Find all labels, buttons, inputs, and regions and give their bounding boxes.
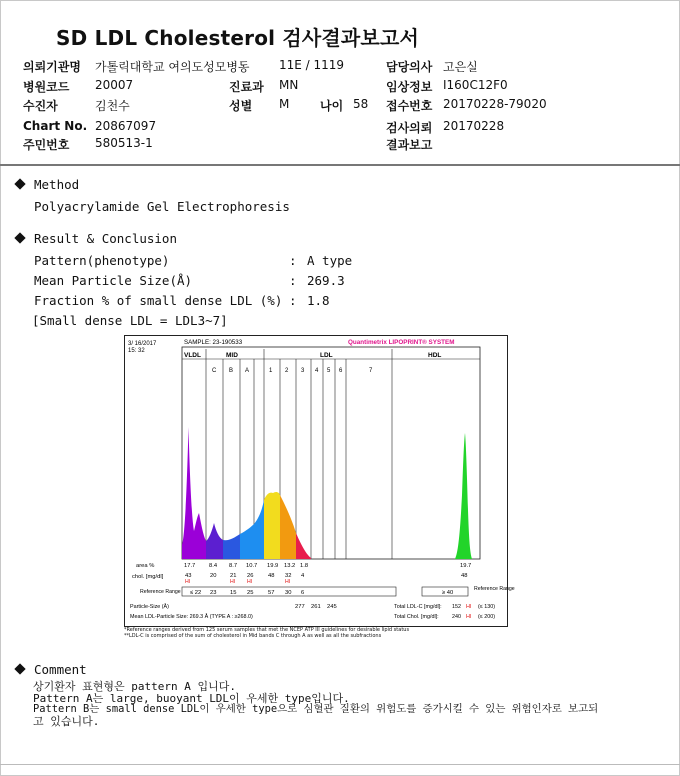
ref-range-cell: 6 — [301, 590, 305, 596]
age-label: 나이 — [320, 99, 344, 113]
request-date-label: 검사의뢰 — [386, 121, 433, 135]
department-label: 진료과 — [229, 80, 264, 94]
chol-cell: 4 — [301, 573, 305, 579]
department: MN — [279, 78, 299, 92]
ref-range-cell: 23 — [210, 590, 217, 596]
row-label-ref: Reference Range — [140, 589, 181, 595]
result-heading-row — [16, 231, 177, 246]
total-chol-flag: HI — [466, 614, 472, 620]
area-pct-cell: 17.7 — [184, 563, 196, 569]
band-label-1: 1 — [269, 368, 273, 374]
age: 58 — [353, 97, 369, 111]
chol-cell: 21 — [230, 573, 237, 579]
band-label-4: 4 — [315, 368, 319, 374]
lipoprint-chart — [124, 335, 515, 627]
ref-range-cell: 25 — [247, 590, 254, 596]
particle-size-cell: 261 — [311, 604, 321, 610]
sex: M — [279, 97, 290, 111]
chol-cell: 48 — [268, 573, 275, 579]
band-label-6: 6 — [339, 368, 343, 374]
doctor-label: 담당의사 — [386, 60, 433, 74]
band-label-c: C — [212, 368, 217, 374]
chol-cell: 26 — [247, 573, 254, 579]
ref-range-cell: 15 — [230, 590, 237, 596]
chol-flag-cell: HI — [230, 579, 236, 585]
result-sep-size: : — [289, 273, 297, 288]
chol-flag-cell: HI — [285, 579, 291, 585]
referring-institution: 가톨릭대학교 여의도성모병동 — [95, 60, 250, 74]
result-value-fraction: 1.8 — [307, 293, 330, 308]
chart-footnote-1: *Reference ranges derived from 125 serum samples that met the NCEP ATP III guidelines for desirable lipid status — [124, 627, 410, 633]
receipt-label: 접수번호 — [386, 99, 433, 113]
particle-size-cell: 277 — [295, 604, 305, 610]
ldl1-region — [264, 492, 280, 559]
method-heading-row — [16, 177, 79, 192]
area-pct-cell: 10.7 — [246, 563, 258, 569]
chart-brand: Quantimetrix LIPOPRINT® SYSTEM — [348, 339, 455, 346]
total-chol-label: Total Chol. [mg/dl]: — [394, 614, 439, 620]
total-chol-ref: (≤ 200) — [478, 614, 496, 620]
referring-institution-label: 의뢰기관명 — [23, 60, 81, 74]
ref-range-cell: 30 — [285, 590, 292, 596]
chol-cell: 43 — [185, 573, 192, 579]
area-pct-cell: 19.7 — [460, 563, 472, 569]
chol-cell: 32 — [285, 573, 292, 579]
hdl-ref-label: Reference Range — [474, 586, 515, 592]
sex-label: 성별 — [229, 99, 253, 113]
total-ldl-label: Total LDL-C [mg/dl]: — [394, 604, 442, 610]
request-date: 20170228 — [443, 119, 505, 133]
band-label-5: 5 — [327, 368, 331, 374]
result-sep-pattern: : — [289, 253, 297, 268]
ward-room: 11E / 1119 — [279, 58, 345, 72]
band-label-3: 3 — [301, 368, 305, 374]
comment-body — [33, 681, 598, 727]
row-label-mean: Mean LDL-Particle Size: 269.3 Å (TYPE A : ≥268.0) — [130, 614, 253, 620]
method-heading: Method — [34, 177, 80, 192]
comment-heading-row — [16, 662, 87, 677]
total-ldl-ref: (≤ 130) — [478, 604, 496, 610]
ref-range-cell: ≤ 22 — [190, 590, 202, 596]
area-pct-cell: 13.2 — [284, 563, 296, 569]
total-chol-value: 240 — [452, 614, 461, 620]
band-label-2: 2 — [285, 368, 289, 374]
diamond-bullet-icon — [14, 232, 25, 243]
row-label-chol: chol. [mg/dl] — [132, 574, 164, 580]
row-label-psize: Particle-Size (Å) — [130, 604, 169, 610]
resident-no-label: 주민번호 — [23, 138, 70, 152]
result-value-size: 269.3 — [307, 273, 345, 288]
chart-footnote-2: **LDL-C is comprised of the sum of cholesterol in Mid bands C through A as well as all the subfractions — [124, 633, 382, 639]
chart-sample: SAMPLE: 23-190533 — [184, 339, 243, 346]
chart-footnotes — [124, 627, 409, 639]
hospital-code: 20007 — [95, 78, 134, 92]
comment-heading: Comment — [34, 662, 87, 677]
result-sep-fraction: : — [289, 293, 297, 308]
total-ldl-flag: HI — [466, 604, 472, 610]
area-pct-cell: 8.4 — [209, 563, 218, 569]
chart-date: 3/ 16/2017 — [128, 341, 157, 347]
area-pct-cell: 8.7 — [229, 563, 238, 569]
result-label-fraction: Fraction % of small dense LDL (%) — [34, 293, 283, 308]
chart-time: 15: 32 — [128, 348, 145, 354]
resident-no: 580513-1 — [95, 136, 153, 150]
result-heading: Result & Conclusion — [34, 231, 177, 246]
band-label-b: B — [229, 368, 234, 374]
area-pct-cell: 19.9 — [267, 563, 279, 569]
patient-name: 김천수 — [95, 99, 130, 113]
chart-no: 20867097 — [95, 119, 157, 133]
clinical-info: I160C12F0 — [443, 78, 508, 92]
chart-no-label: Chart No. — [23, 119, 88, 133]
chol-cell: 20 — [210, 573, 217, 579]
clinical-info-label: 임상정보 — [386, 80, 433, 94]
bottom-rule — [0, 764, 680, 765]
ref-range-cell: 57 — [268, 590, 275, 596]
result-label-size: Mean Particle Size(Å) — [34, 273, 193, 288]
chol-flag-cell: HI — [185, 579, 191, 585]
comment-line: Pattern A는 large, buoyant LDL이 우세한 type입니다. — [33, 691, 350, 705]
total-ldl-value: 152 — [452, 604, 461, 610]
result-report-label: 결과보고 — [386, 138, 433, 152]
particle-size-cell: 245 — [327, 604, 337, 610]
patient-label: 수진자 — [23, 99, 58, 113]
group-label-ldl: LDL — [320, 352, 333, 359]
ref-range-cell: ≥ 40 — [442, 590, 454, 596]
method-text: Polyacrylamide Gel Electrophoresis — [34, 199, 290, 214]
report-title: SD LDL Cholesterol 검사결과보고서 — [56, 26, 419, 50]
doctor-name: 고은실 — [443, 60, 478, 74]
comment-line: 고 있습니다. — [33, 714, 100, 728]
group-label-mid: MID — [226, 352, 238, 359]
comment-line: 상기환자 표현형은 pattern A 입니다. — [33, 680, 236, 693]
diamond-bullet-icon — [14, 663, 25, 674]
result-value-pattern: A type — [307, 253, 353, 268]
comment-line: Pattern B는 small dense LDL이 우세한 type으로 심혈관 질환의 위험도를 증가시킬 수 있는 위험인자로 보고되 — [33, 703, 599, 715]
group-label-vldl: VLDL — [184, 352, 201, 359]
lipoprint-svg — [124, 335, 515, 627]
result-label-pattern: Pattern(phenotype) — [34, 253, 170, 268]
header-divider — [0, 164, 680, 166]
chol-cell: 48 — [461, 573, 468, 579]
group-label-hdl: HDL — [428, 352, 442, 359]
area-pct-cell: 1.8 — [300, 563, 309, 569]
receipt-number: 20170228-79020 — [443, 97, 547, 111]
chol-flag-cell: HI — [247, 579, 253, 585]
hospital-code-label: 병원코드 — [23, 80, 70, 94]
row-label-area: area % — [136, 563, 155, 569]
band-label-7: 7 — [369, 368, 373, 374]
result-note: [Small dense LDL = LDL3~7] — [32, 313, 228, 328]
diamond-bullet-icon — [14, 178, 25, 189]
band-label-a: A — [245, 368, 250, 374]
